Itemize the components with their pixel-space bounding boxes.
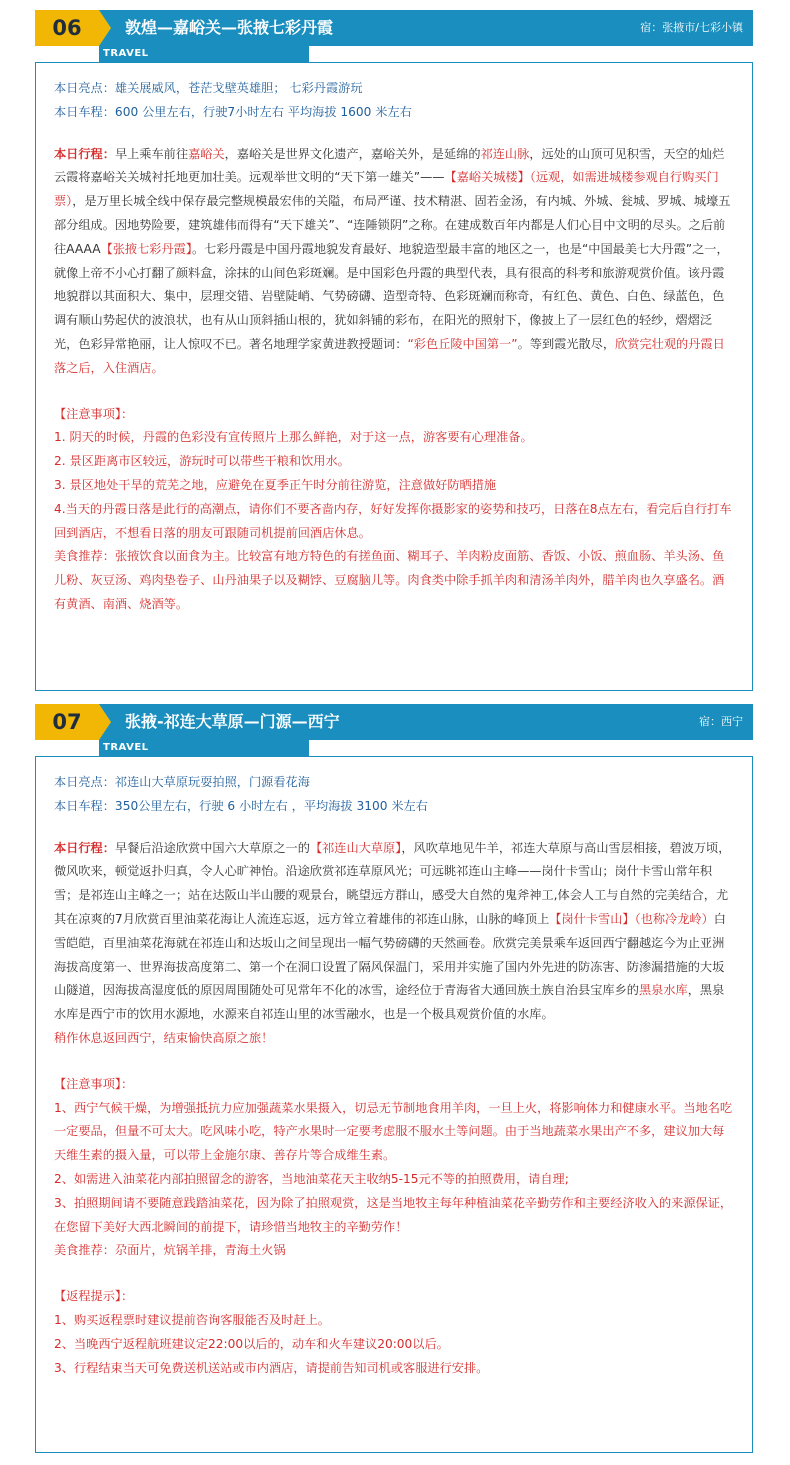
notes-title: 【注意事项】：	[54, 1076, 134, 1091]
itin-highlight: 祁连山脉	[480, 146, 530, 161]
itin-highlight: 嘉峪关	[188, 146, 225, 161]
return-item: 1、购买返程票时建议提前咨询客服能否及时赶上。	[54, 1312, 330, 1327]
note-item: 1. 阴天的时候，丹霞的色彩没有宣传照片上那么鲜艳，对于这一点，游客要有心理准备。	[54, 430, 533, 445]
note-item: 1、西宁气候干燥，为增强抵抗力应加强蔬菜水果摄入，切忌无节制地食用羊肉，一旦上火，将影响体力和健康水平。当地名吃一定要品，但量不可太大。吃风味小吃，特产水果时一定要考虑服不服水土等问题。由于当地蔬菜水果出产不多，建议加大每天维生素的摄入量，可以带上金施尔康、善存片等合成维生素。	[54, 1100, 733, 1163]
highlight: 本日亮点：雄关展威风，苍茫戈壁英雄胆； 七彩丹霞游玩	[54, 81, 363, 95]
itinerary	[54, 837, 734, 1027]
day-number: 07	[52, 710, 82, 734]
note-item: 4.当天的丹霞日落是此行的高潮点，请你们不要吝啬内存，好好发挥你摄影家的姿势和技巧，日落在8点左右，看完后自行打车回到酒店，不想看日落的朋友可跟随司机提前回酒店休息。	[54, 501, 732, 540]
itin-text: ，风吹草地见牛羊，祁连大草原与高山雪层相接，碧波万顷，微风吹来，顿觉返扑归真，令人心旷神怡。沿途欣赏祁连草原风光；可远眺祁连山主峰——岗什卡雪山；岗什卡雪山常年积雪；是祁连山主峰之一；站在达阪山半山腰的观景台，眺望远方群山，感受大自然的鬼斧神工,体会人工与自然的完美结合，尤其在凉爽的7月欣赏百里油菜花海让人流连忘返，远方耸立着雄伟的祁连山脉，山脉的峰顶上	[54, 840, 731, 926]
note-item: 3. 景区地处干旱的荒芜之地，应避免在夏季正午时分前往游览，注意做好防晒措施	[54, 477, 497, 492]
return-title: 【返程提示】：	[54, 1289, 134, 1304]
itin-highlight: “彩色丘陵中国第一”	[407, 336, 518, 351]
day-header	[35, 704, 753, 740]
closing-line: 稍作休息返回西宁，结束愉快高原之旅！	[54, 1030, 274, 1045]
travel-label: TRAVEL	[103, 742, 149, 753]
itin-highlight: 【岗什卡雪山】（也称冷龙岭）	[549, 911, 714, 926]
itin-text: ，是万里长城全线中保存最完整规模最宏伟的关隘，布局严谨、技术精湛、固若金汤，有内城、外城、瓮城、罗城、城壕五部分组成。因地势险要，建筑雄伟而得有“天下雄关”、“连陲锁阴”之称。在建成数百年内都是人们心目中文明的尽头。之后前往AAAA	[54, 194, 731, 256]
day-07-section	[35, 704, 753, 1375]
badge-arrow-icon	[99, 704, 111, 740]
highlight: 本日亮点：祁连山大草原玩耍拍照，门源看花海	[54, 775, 310, 789]
food-recommendation: 美食推荐：张掖饮食以面食为主。比较富有地方特色的有搓鱼面、糊耳子、羊肉粉皮面筋、香饭、小饭、煎血肠、羊头汤、鱼儿粉、灰豆汤、鸡肉垫卷子、山丹油果子以及糊饽、豆腐脑儿等。肉食类中除手抓羊肉和清汤羊肉外，腊羊肉也久享盛名。酒有黄酒、南酒、烧酒等。	[54, 549, 725, 611]
day-content-box	[35, 62, 753, 691]
itin-text: 。等到霞光散尽，	[517, 336, 616, 351]
itin-highlight: 欣赏完壮观的丹霞日落之后，入住酒店。	[54, 336, 725, 375]
itin-highlight: 【张掖七彩丹霞】	[100, 241, 192, 256]
day-number-badge	[35, 704, 99, 740]
itin-text: ，黑泉水库是西宁市的饮用水源地，水源来自祁连山里的冰雪融水，也是一个极具观赏价值的水库。	[54, 983, 725, 1022]
itin-highlight: 黑泉水库	[639, 983, 688, 998]
return-item: 3、行程结束当天可免费送机送站或市内酒店，请提前告知司机或客服进行安排。	[54, 1360, 489, 1375]
itin-text: 早餐后沿途欣赏中国六大草原之一的	[114, 840, 310, 855]
itin-text: 白雪皑皑，百里油菜花海就在祁连山和达坂山之间呈现出一幅气势磅礴的天然画卷。欣赏完美景乘车返回西宁翻越迄今为止亚洲海拔高度第一、世界海拔高度第二、第一个在洞口设置了隔风保温门，采用并实施了国内外先进的防冻害、防渗漏措施的大坂山隧道，因海拔高湿度低的原因周围随处可见常年不化的冰雪，途经位于青海省大通回族土族自治县宝库乡的	[54, 911, 726, 998]
drive-info: 本日车程：600 公里左右，行驶7小时左右 平均海拔 1600 米左右	[54, 104, 412, 119]
day-number-badge	[35, 10, 99, 46]
return-item: 2、当晚西宁返程航班建议定22:00以后的，动车和火车建议20:00以后。	[54, 1336, 449, 1351]
note-item: 2. 景区距离市区较远，游玩时可以带些干粮和饮用水。	[54, 454, 350, 469]
itin-text: 。七彩丹霞是中国丹霞地貌发育最好、地貌造型最丰富的地区之一，也是“中国最美七大丹霞”之一，就像上帝不小心打翻了颜料盒，涂抹的山间色彩斑斓。是中国彩色丹霞的典型代表，具有很高的科考和旅游观赏价值。该丹霞地貌群以其面积大、集中，层理交错、岩壁陡峭、气势磅礴、造型奇特、色彩斑斓而称奇，有红色、黄色、白色、绿蓝色，色调有顺山势起伏的波浪状，也有从山顶斜插山根的，犹如斜铺的彩布，在阳光的照射下，像披上了一层红色的轻纱，熠熠泛光，色彩异常艳丽，让人惊叹不已。著名地理学家黄进教授题词：	[54, 241, 729, 351]
day-06-section	[35, 10, 753, 611]
route-title: 敦煌—嘉峪关—张掖七彩丹霞	[125, 18, 334, 37]
accommodation: 宿：张掖市/七彩小镇	[640, 21, 743, 34]
note-item: 3、拍照期间请不要随意践踏油菜花，因为除了拍照观赏，这是当地牧主每年种植油菜花辛勤劳作和主要经济收入的来源保证，在您留下美好大西北瞬间的前提下，请珍惜当地牧主的辛勤劳作！	[54, 1195, 733, 1234]
route-title: 张掖-祁连大草原—门源—西宁	[125, 712, 340, 731]
travel-label: TRAVEL	[103, 48, 149, 59]
travel-tab	[99, 46, 309, 62]
itinerary-label: 本日行程：	[54, 840, 115, 855]
day-content-box	[35, 756, 753, 1453]
food-recommendation: 美食推荐：尕面片，炕锅羊排，青海土火锅	[54, 1243, 286, 1258]
itinerary-label: 本日行程：	[54, 146, 115, 161]
itinerary	[54, 143, 734, 381]
note-item: 2、如需进入油菜花内部拍照留念的游客，当地油菜花天主收纳5-15元不等的拍照费用，请自理;	[54, 1171, 569, 1186]
itin-text: 早上乘车前往	[114, 146, 189, 161]
itin-text: ，远处的山顶可见积雪，天空的灿烂云霞将嘉峪关关城衬托地更加壮美。远观举世文明的“天下第一雄关”——	[54, 146, 725, 185]
notes-title: 【注意事项】：	[54, 406, 134, 421]
badge-arrow-icon	[99, 10, 111, 46]
itin-text: ，嘉峪关是世界文化遗产，嘉峪关外，是延绵的	[224, 146, 481, 161]
day-header	[35, 10, 753, 46]
day-number: 06	[52, 16, 82, 40]
accommodation: 宿：西宁	[699, 715, 743, 728]
drive-info: 本日车程：350公里左右，行驶 6 小时左右 ，平均海拔 3100 米左右	[54, 798, 428, 813]
travel-tab	[99, 740, 309, 756]
itin-highlight: 【祁连山大草原】	[309, 840, 402, 855]
itin-highlight: 【嘉峪关城楼】（远观，如需进城楼参观自行购买门票）	[54, 170, 719, 209]
